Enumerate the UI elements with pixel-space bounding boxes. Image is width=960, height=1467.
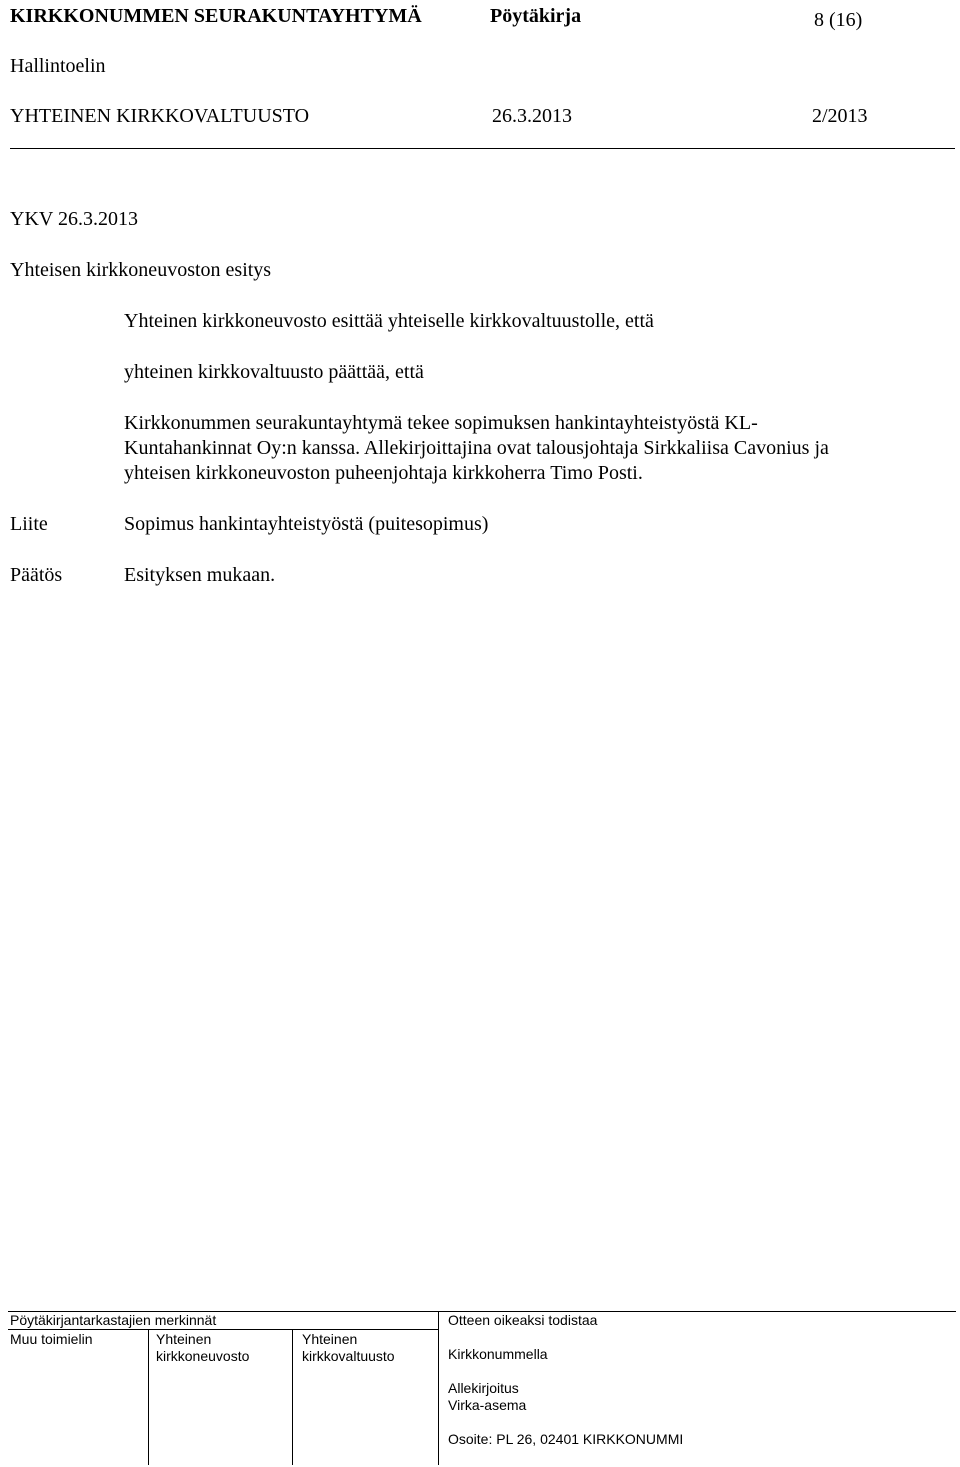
footer-col-divider-2 — [292, 1329, 293, 1465]
signature-label: Allekirjoitus — [448, 1380, 519, 1396]
review-title: Pöytäkirjantarkastajien merkinnät — [10, 1312, 217, 1328]
certify-title: Otteen oikeaksi todistaa — [448, 1312, 598, 1328]
section-title: Yhteisen kirkkoneuvoston esitys — [10, 259, 272, 281]
decision-label: Päätös — [10, 564, 63, 586]
meeting-ref: YKV 26.3.2013 — [10, 208, 138, 230]
footer-header-rule — [8, 1329, 438, 1330]
page-number: 8 (16) — [814, 9, 863, 31]
decision-text: Esityksen mukaan. — [124, 564, 276, 586]
certify-place: Kirkkonummella — [448, 1346, 548, 1362]
org-name: KIRKKONUMMEN SEURAKUNTAYHTYMÄ — [10, 5, 422, 27]
review-col-council-2: kirkkoneuvosto — [156, 1348, 250, 1364]
review-col-assembly-2: kirkkovaltuusto — [302, 1348, 395, 1364]
attachment-label: Liite — [10, 513, 48, 535]
footer-col-divider-3 — [438, 1311, 439, 1465]
address: Osoite: PL 26, 02401 KIRKKONUMMI — [448, 1431, 684, 1447]
doc-type: Pöytäkirja — [490, 5, 582, 27]
review-col-other: Muu toimielin — [10, 1331, 93, 1347]
resolution-line-1: Kirkkonummen seurakuntayhtymä tekee sopimuksen hankintayhteistyöstä KL- — [124, 412, 758, 434]
meeting-number: 2/2013 — [812, 105, 868, 127]
meeting-date: 26.3.2013 — [492, 105, 572, 127]
header-rule — [10, 148, 955, 149]
proposal-text: Yhteinen kirkkoneuvosto esittää yhteiselle kirkkovaltuustolle, että — [124, 310, 654, 332]
attachment-text: Sopimus hankintayhteistyöstä (puitesopimus) — [124, 513, 489, 535]
body-name: YHTEINEN KIRKKOVALTUUSTO — [10, 105, 310, 127]
footer-col-divider-1 — [148, 1329, 149, 1465]
review-col-council-1: Yhteinen — [156, 1331, 212, 1347]
position-label: Virka-asema — [448, 1397, 527, 1413]
resolution-line-2: Kuntahankinnat Oy:n kanssa. Allekirjoittajina ovat talousjohtaja Sirkkaliisa Cavonius ja — [124, 437, 829, 459]
resolution-line-3: yhteisen kirkkoneuvoston puheenjohtaja kirkkoherra Timo Posti. — [124, 462, 643, 484]
review-col-assembly-1: Yhteinen — [302, 1331, 358, 1347]
unit-label: Hallintoelin — [10, 55, 106, 77]
resolution-intro: yhteinen kirkkovaltuusto päättää, että — [124, 361, 424, 383]
